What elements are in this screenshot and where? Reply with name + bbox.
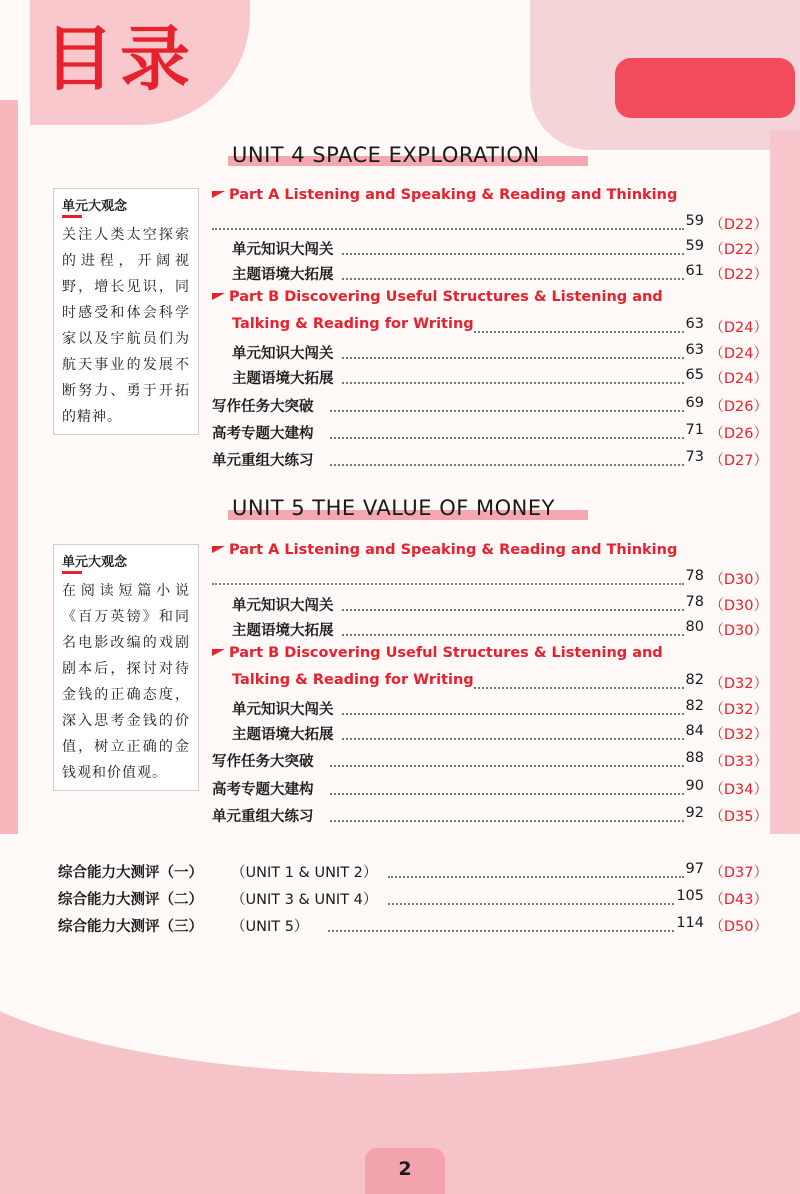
big-idea-heading: 单元大观念 [54, 189, 198, 218]
answer-code: （D35） [709, 809, 768, 825]
leader-dots [474, 331, 684, 333]
toc-entry[interactable] [212, 289, 768, 313]
leader-dots [342, 713, 684, 715]
leader-dots [342, 738, 684, 740]
page-number: 71 [685, 422, 704, 438]
toc-entry[interactable] [212, 750, 768, 774]
page-number: 59 [685, 238, 704, 254]
page-number: 63 [685, 316, 704, 332]
answer-code: （D30） [709, 623, 768, 639]
assessment-label: 综合能力大测评（二） [58, 892, 203, 908]
entry-label: 单元知识大闯关 [232, 346, 334, 362]
assessment-label: 综合能力大测评（三） [58, 919, 203, 935]
entry-label: 单元重组大练习 [212, 809, 314, 825]
page-number: 78 [685, 594, 704, 610]
leader-dots [388, 903, 674, 905]
big-idea-text: 关注人类太空探索的进程，开阔视野，增长见识，同时感受和体会科学家以及宇航员们为航天事业的发展不断努力、勇于开拓的精神。 [62, 227, 190, 425]
page-number: 59 [685, 213, 704, 229]
answer-code: （D37） [709, 865, 768, 881]
answer-code: （D24） [709, 320, 768, 336]
leader-dots [342, 357, 684, 359]
assessment-label: 综合能力大测评（一） [58, 865, 203, 881]
entry-label: Part A Listening and Speaking & Reading and Thinking [229, 187, 678, 203]
unit4-big-idea-box [53, 188, 199, 435]
entry-label-line2: Talking & Reading for Writing [232, 672, 474, 688]
toc-entry[interactable] [212, 594, 768, 618]
bg-decoration-tab [615, 58, 795, 118]
leader-dots [328, 930, 674, 932]
toc-entry[interactable] [212, 723, 768, 747]
answer-code: （D22） [709, 267, 768, 283]
toc-entry-continued[interactable] [212, 672, 768, 696]
answer-code: （D22） [709, 217, 768, 233]
toc-entry[interactable] [212, 395, 768, 419]
page-number: 82 [685, 698, 704, 714]
leader-dots [330, 464, 684, 466]
entry-label: 高考专题大建构 [212, 782, 314, 798]
assessment-units: （UNIT 3 & UNIT 4） [231, 892, 378, 908]
page-number: 78 [685, 568, 704, 584]
page-number: 82 [685, 672, 704, 688]
entry-label: 单元知识大闯关 [232, 242, 334, 258]
leader-dots [212, 583, 684, 585]
big-idea-text: 在阅读短篇小说《百万英镑》和同名电影改编的戏剧剧本后，探讨对待金钱的正确态度，深入思考金钱的价值，树立正确的金钱观和价值观。 [62, 583, 190, 781]
page-number: 88 [685, 750, 704, 766]
page-number: 105 [676, 888, 704, 904]
toc-entry[interactable] [212, 263, 768, 287]
toc-assessment-entry[interactable] [58, 915, 768, 939]
page-number: 61 [685, 263, 704, 279]
flag-icon [212, 191, 225, 198]
leader-dots [330, 410, 684, 412]
entry-label: 主题语境大拓展 [232, 267, 334, 283]
assessment-units: （UNIT 1 & UNIT 2） [231, 865, 378, 881]
answer-code: （D24） [709, 346, 768, 362]
entry-label: Part B Discovering Useful Structures & Listening and [229, 289, 663, 305]
toc-entry-page[interactable] [212, 213, 768, 237]
answer-code: （D33） [709, 754, 768, 770]
toc-entry[interactable] [212, 449, 768, 473]
toc-entry[interactable] [212, 645, 768, 669]
answer-code: （D26） [709, 399, 768, 415]
leader-dots [474, 687, 684, 689]
page-number: 65 [685, 367, 704, 383]
page-number: 63 [685, 342, 704, 358]
leader-dots [330, 793, 684, 795]
entry-label: 主题语境大拓展 [232, 371, 334, 387]
entry-label: Part A Listening and Speaking & Reading and Thinking [229, 542, 678, 558]
entry-label: 单元知识大闯关 [232, 702, 334, 718]
toc-entry[interactable] [212, 187, 768, 211]
toc-entry[interactable] [212, 619, 768, 643]
page-number: 97 [685, 861, 704, 877]
entry-label: 写作任务大突破 [212, 754, 314, 770]
answer-code: （D32） [709, 676, 768, 692]
leader-dots [342, 634, 684, 636]
page-number: 84 [685, 723, 704, 739]
assessment-units: （UNIT 5） [231, 919, 309, 935]
entry-label: Part B Discovering Useful Structures & Listening and [229, 645, 663, 661]
entry-label: 单元知识大闯关 [232, 598, 334, 614]
entry-label-line2: Talking & Reading for Writing [232, 316, 474, 332]
entry-label: 单元重组大练习 [212, 453, 314, 469]
answer-code: （D22） [709, 242, 768, 258]
flag-icon [212, 293, 225, 300]
leader-dots [342, 253, 684, 255]
flag-icon [212, 649, 225, 656]
answer-code: （D26） [709, 426, 768, 442]
big-idea-heading: 单元大观念 [54, 545, 198, 574]
toc-entry[interactable] [212, 422, 768, 446]
toc-entry[interactable] [212, 698, 768, 722]
entry-label: 主题语境大拓展 [232, 623, 334, 639]
leader-dots [330, 765, 684, 767]
page-number: 73 [685, 449, 704, 465]
toc-entry[interactable] [212, 367, 768, 391]
answer-code: （D43） [709, 892, 768, 908]
toc-entry-page[interactable] [212, 568, 768, 592]
leader-dots [212, 228, 684, 230]
toc-entry[interactable] [212, 805, 768, 829]
toc-entry[interactable] [212, 238, 768, 262]
bg-decoration-left [0, 100, 18, 960]
page-number: 92 [685, 805, 704, 821]
answer-code: （D24） [709, 371, 768, 387]
answer-code: （D32） [709, 727, 768, 743]
page-number: 90 [685, 778, 704, 794]
page-number: 114 [676, 915, 704, 931]
page-number: 80 [685, 619, 704, 635]
leader-dots [330, 437, 684, 439]
entry-label: 高考专题大建构 [212, 426, 314, 442]
answer-code: （D30） [709, 572, 768, 588]
answer-code: （D30） [709, 598, 768, 614]
unit5-big-idea-box [53, 544, 199, 791]
answer-code: （D50） [709, 919, 768, 935]
entry-label: 写作任务大突破 [212, 399, 314, 415]
toc-entry-continued[interactable] [212, 316, 768, 340]
answer-code: （D32） [709, 702, 768, 718]
page-title: 目录 [44, 18, 196, 100]
answer-code: （D27） [709, 453, 768, 469]
page-number-footer: 2 [398, 1158, 412, 1180]
leader-dots [388, 876, 684, 878]
leader-dots [330, 820, 684, 822]
entry-label: 主题语境大拓展 [232, 727, 334, 743]
leader-dots [342, 382, 684, 384]
toc-entry[interactable] [212, 342, 768, 366]
toc-assessment-entry[interactable] [58, 888, 768, 912]
leader-dots [342, 609, 684, 611]
flag-icon [212, 546, 225, 553]
unit5-title: UNIT 5 THE VALUE OF MONEY [232, 496, 555, 520]
unit4-title: UNIT 4 SPACE EXPLORATION [232, 143, 540, 167]
toc-assessment-entry[interactable] [58, 861, 768, 885]
page-number: 69 [685, 395, 704, 411]
leader-dots [342, 278, 684, 280]
toc-entry[interactable] [212, 542, 768, 566]
answer-code: （D34） [709, 782, 768, 798]
toc-entry[interactable] [212, 778, 768, 802]
